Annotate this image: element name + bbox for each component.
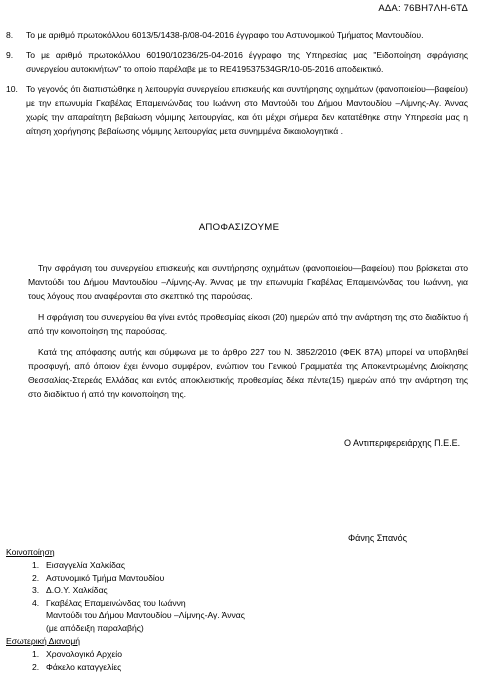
item-text: Το με αριθμό πρωτοκόλλου 6013/5/1438-β/08-04-2016 έγγραφο του Αστυνομικού Τμήματος Μαντουδίου.: [26, 28, 468, 42]
list-number: 1.: [32, 648, 46, 661]
decision-paragraph: Κατά της απόφασης αυτής και σύμφωνα με το άρθρο 227 του Ν. 3852/2010 (ΦΕΚ 87Α) μπορεί να υποβληθεί προσφυγή, από όποιον έχει έννομο συμφέρον, ενώπιον του Γενικού Γραμματέα της Αποκεντρωμένης Διοίκησης Θεσσαλίας-Στερεάς Ελλάδας και εντός αποκλειστικής προθεσμίας δέκα πέντε(15) ημερών από την ανάρτηση της στο διαδίκτυο ή από την κοινοποίηση της.: [28, 345, 468, 401]
recipients-block: [6, 545, 406, 673]
decision-heading: ΑΠΟΦΑΣΙΖΟΥΜΕ: [0, 221, 478, 235]
numbered-considerations: [6, 28, 468, 144]
list-number: 2.: [32, 661, 46, 673]
esoteriki-title: Εσωτερική Διανομή: [6, 634, 406, 648]
list-text: Γκαβέλας Επαμεινώνδας του Ιωάννη: [46, 597, 245, 610]
koinopoiisi-list: [6, 559, 406, 634]
decision-paragraph: Την σφράγιση του συνεργείου επισκευής και συντήρησης οχημάτων (φανοποιείου—βαφείου) που βρίσκεται στο Μαντούδι του Δήμου Μαντουδίου –Λίμνης-Αγ. Άννας με την επωνυμία Γκαβέλας Επαμεινώνδας του Ιωάννη, για τους λόγους που αναφέρονται στο σκεπτικό της παρούσας.: [28, 261, 468, 303]
list-item: [32, 648, 406, 661]
list-text: Χρονολογικό Αρχείο: [46, 648, 122, 661]
list-item: [32, 572, 406, 585]
list-number: 1.: [32, 559, 46, 572]
consideration-item: [6, 48, 468, 76]
list-number: 2.: [32, 572, 46, 585]
item-number: 10.: [6, 82, 26, 138]
item-text: Το γεγονός ότι διαπιστώθηκε η λειτουργία συνεργείου επισκευής και συντήρησης οχημάτων (φανοποιείου—βαφείου) με την επωνυμία Γκαβέλας Επαμεινώνδας του Ιωάννη στο Μαντούδι του Δήμου Μαντουδίου –Λίμνης-Αγ. Άννας χωρίς την απαραίτητη βεβαίωση νόμιμης λειτουργίας, και ότι μέχρι σήμερα δεν κατατέθηκε στην Υπηρεσία μας η αίτηση χορήγησης βεβαίωσης νόμιμης λειτουργίας μετα συνημμένα δικαιολογητικά .: [26, 82, 468, 138]
koinopoiisi-title: Κοινοποίηση: [6, 545, 406, 559]
signer-name: Φάνης Σπανός: [348, 531, 407, 545]
list-text: Δ.Ο.Υ. Χαλκίδας: [46, 584, 108, 597]
list-item: [32, 597, 406, 635]
list-item: [32, 584, 406, 597]
esoteriki-list: [6, 648, 406, 673]
item-number: 8.: [6, 28, 26, 42]
consideration-item: [6, 28, 468, 42]
decision-paragraph: Η σφράγιση του συνεργείου θα γίνει εντός προθεσμίας είκοσι (20) ημερών από την ανάρτηση της στο διαδίκτυο ή από την κοινοποίηση της παρούσας.: [28, 310, 468, 338]
signer-title: Ο Αντιπεριφερειάρχης Π.Ε.Ε.: [344, 436, 460, 450]
list-text: Φάκελο καταγγελίες: [46, 661, 121, 673]
item-number: 9.: [6, 48, 26, 76]
list-text: Εισαγγελία Χαλκίδας: [46, 559, 125, 572]
list-text: Μαντούδι του Δήμου Μαντουδίου –Λίμνης-Αγ. Άννας: [46, 609, 245, 622]
list-number: 3.: [32, 584, 46, 597]
list-item: [32, 661, 406, 673]
item-text: Το με αριθμό πρωτοκόλλου 60190/10236/25-04-2016 έγγραφο της Υπηρεσίας μας "Ειδοποίηση σφράγισης συνεργείου αυτοκινήτων" το οποίο παρέλαβε με το RE419537534GR/10-05-2016 αποδεικτικό.: [26, 48, 468, 76]
list-item: [32, 559, 406, 572]
list-number: 4.: [32, 597, 46, 635]
decision-body: [28, 261, 468, 408]
list-text: Αστυνομικό Τμήμα Μαντουδίου: [46, 572, 164, 585]
list-text: (με απόδειξη παραλαβής): [46, 622, 245, 635]
consideration-item: [6, 82, 468, 138]
ada-code: ΑΔΑ: 76ΒΗ7ΛΗ-6ΤΔ: [378, 2, 468, 16]
